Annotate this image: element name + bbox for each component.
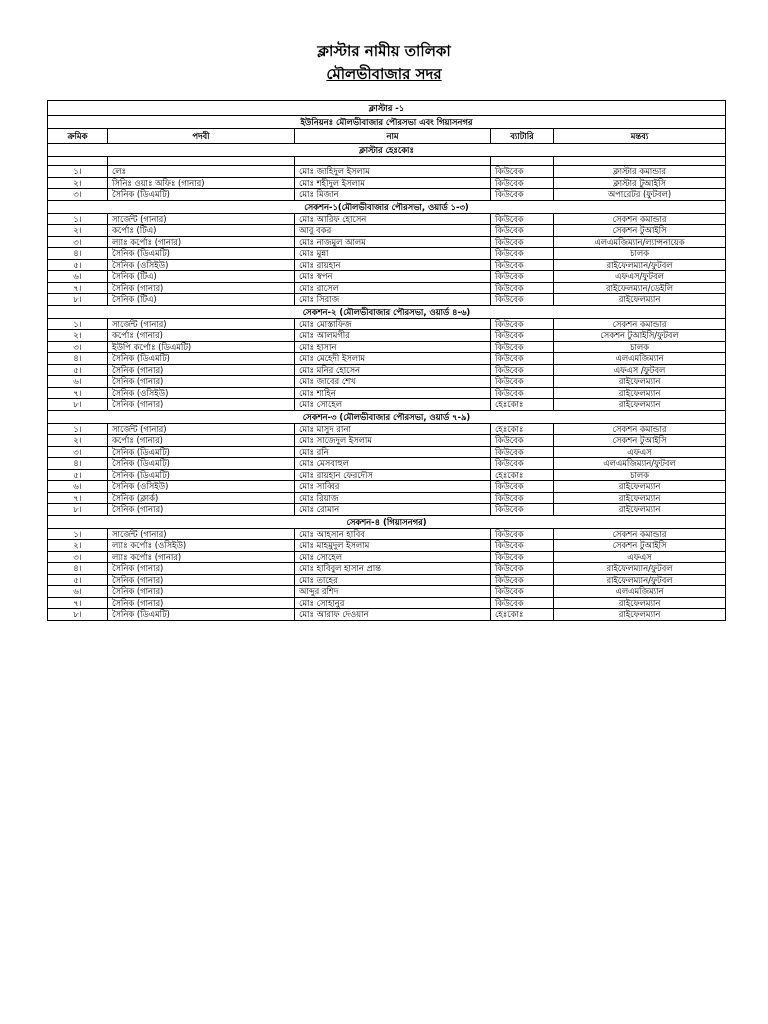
rank-cell: ল্যাঃ কর্পোঃ (গানার) [108, 236, 295, 248]
remarks-cell: রাইফেলম্যান/ফুটবল [554, 574, 726, 586]
serial-cell: ৩। [48, 446, 108, 458]
battery-cell: কিউবেক [491, 492, 554, 504]
table-row [48, 481, 726, 493]
rank-cell: ল্যাঃ কর্পোঃ (ওসিইউ) [108, 540, 295, 552]
serial-cell: ৩। [48, 341, 108, 353]
spacer-row [48, 157, 726, 166]
rank-cell: সৈনিক (ওসিইউ) [108, 481, 295, 493]
battery-cell: হেঃকোঃ [491, 423, 554, 435]
name-cell: মোঃ মনির হোসেন [295, 364, 491, 376]
section-title: সেকশন-৩ (মৌলভীবাজার পৌরসভা, ওয়ার্ড ৭-৯) [48, 410, 726, 423]
battery-cell: কিউবেক [491, 364, 554, 376]
battery-cell: কিউবেক [491, 481, 554, 493]
battery-cell: কিউবেক [491, 259, 554, 271]
section-title-row [48, 410, 726, 423]
name-cell: মোঃ মেসবাহুল [295, 458, 491, 470]
table-row [48, 504, 726, 516]
name-cell: মোঃ আহসান হাবিব [295, 528, 491, 540]
rank-cell: সৈনিক (গানার) [108, 364, 295, 376]
name-cell: মোঃ স্বপন [295, 271, 491, 283]
remarks-cell: চালক [554, 469, 726, 481]
rank-cell: সার্জেন্ট (গানার) [108, 318, 295, 330]
table-row [48, 248, 726, 260]
rank-cell: সার্জেন্ট (গানার) [108, 213, 295, 225]
remarks-cell: রাইফেলম্যান [554, 376, 726, 388]
rank-cell: সৈনিক (ওসিইউ) [108, 387, 295, 399]
battery-cell: কিউবেক [491, 435, 554, 447]
spacer-cell [48, 157, 108, 166]
name-cell: মোঃ সিরাজ [295, 294, 491, 306]
serial-cell: ৮। [48, 609, 108, 621]
serial-cell: ৫। [48, 364, 108, 376]
serial-cell: ৫। [48, 259, 108, 271]
table-row [48, 597, 726, 609]
section-title-row [48, 144, 726, 157]
rank-cell: কর্পোঃ (টিএ) [108, 225, 295, 237]
cluster-title: ক্লাস্টার -১ [48, 101, 726, 116]
rank-cell: ইউপি কর্পোঃ (ডিএমটি) [108, 341, 295, 353]
spacer-cell [554, 157, 726, 166]
name-cell: মোঃ শহীদুল ইসলাম [295, 177, 491, 189]
battery-cell: কিউবেক [491, 551, 554, 563]
remarks-cell: রাইফেলম্যান [554, 609, 726, 621]
battery-cell: কিউবেক [491, 586, 554, 598]
battery-cell: কিউবেক [491, 166, 554, 178]
rank-cell: সৈনিক (গানার) [108, 563, 295, 575]
table-row [48, 364, 726, 376]
name-cell: মোঃ মিজান [295, 189, 491, 201]
name-cell: মোঃ রোমান [295, 504, 491, 516]
name-cell: মোঃ আরাফ দেওয়ান [295, 609, 491, 621]
table-row [48, 353, 726, 365]
table-row [48, 609, 726, 621]
battery-cell: কিউবেক [491, 225, 554, 237]
battery-cell: কিউবেক [491, 528, 554, 540]
table-row [48, 330, 726, 342]
remarks-cell: এফএস/ফুটবল [554, 271, 726, 283]
remarks-cell: সেকশন কমান্ডার [554, 423, 726, 435]
remarks-cell: ক্লাস্টার টুআইসি [554, 177, 726, 189]
serial-cell: ৬। [48, 271, 108, 283]
name-cell: মোঃ সোহেল [295, 399, 491, 411]
name-cell: মোঃ সোহানুর [295, 597, 491, 609]
battery-cell: কিউবেক [491, 376, 554, 388]
name-cell: মোঃ সাব্বির [295, 481, 491, 493]
serial-cell: ২। [48, 540, 108, 552]
remarks-cell: রাইফেলম্যান [554, 399, 726, 411]
serial-cell: ৩। [48, 236, 108, 248]
table-row [48, 574, 726, 586]
remarks-cell: চালক [554, 341, 726, 353]
battery-cell: হেঃকোঃ [491, 609, 554, 621]
section-title: সেকশন-৪ (গিয়াসনগর) [48, 515, 726, 528]
name-cell: মোঃ হাসান [295, 341, 491, 353]
table-row [48, 225, 726, 237]
section-title-row [48, 200, 726, 213]
name-cell: মোঃ সোহেল [295, 551, 491, 563]
name-cell: মোঃ নাজমুল আলম [295, 236, 491, 248]
document-title: ক্লাস্টার নামীয় তালিকা [317, 42, 451, 60]
rank-cell: সৈনিক (গানার) [108, 597, 295, 609]
rank-cell: সৈনিক (গানার) [108, 282, 295, 294]
name-cell: মোঃ জাহিদুল ইসলাম [295, 166, 491, 178]
header-name: নাম [295, 129, 491, 144]
name-cell: মোঃ মাসুদ রানা [295, 423, 491, 435]
union-title: ইউনিয়নঃ মৌলভীবাজার পৌরসভা এবং গিয়াসনগর [48, 116, 726, 129]
serial-cell: ৪। [48, 563, 108, 575]
battery-cell: কিউবেক [491, 574, 554, 586]
rank-cell: সৈনিক (ডিএমটি) [108, 458, 295, 470]
table-row [48, 177, 726, 189]
table-row [48, 387, 726, 399]
battery-cell: হেঃকোঃ [491, 469, 554, 481]
serial-cell: ৭। [48, 597, 108, 609]
table-row [48, 166, 726, 178]
name-cell: মোঃ আলমগীর [295, 330, 491, 342]
spacer-cell [108, 157, 295, 166]
table-row [48, 259, 726, 271]
serial-cell: ৪। [48, 458, 108, 470]
table-row [48, 435, 726, 447]
name-cell: মোঃ রিয়াজ [295, 492, 491, 504]
header-remarks: মন্তব্য [554, 129, 726, 144]
serial-cell: ৪। [48, 353, 108, 365]
name-cell: মোঃ মাহমুদুল ইসলাম [295, 540, 491, 552]
battery-cell: কিউবেক [491, 248, 554, 260]
table-row [48, 189, 726, 201]
rank-cell: সৈনিক (ডিএমটি) [108, 469, 295, 481]
battery-cell: কিউবেক [491, 504, 554, 516]
table-row [48, 446, 726, 458]
spacer-cell [491, 157, 554, 166]
remarks-cell: রাইফেলম্যান [554, 481, 726, 493]
battery-cell: কিউবেক [491, 387, 554, 399]
rank-cell: সৈনিক (গানার) [108, 399, 295, 411]
cluster-title-row [48, 101, 726, 116]
serial-cell: ৮। [48, 294, 108, 306]
serial-cell: ২। [48, 330, 108, 342]
name-cell: মোঃ মোস্তাফিজ [295, 318, 491, 330]
serial-cell: ১। [48, 166, 108, 178]
remarks-cell: রাইফেলম্যান/ডেইলি [554, 282, 726, 294]
rank-cell: সৈনিক (ডিএমটি) [108, 353, 295, 365]
battery-cell: কিউবেক [491, 446, 554, 458]
remarks-cell: এফএস [554, 551, 726, 563]
rank-cell: সৈনিক (গানার) [108, 504, 295, 516]
rank-cell: কর্পোঃ (গানার) [108, 330, 295, 342]
battery-cell: কিউবেক [491, 318, 554, 330]
table-row [48, 341, 726, 353]
serial-cell: ৭। [48, 492, 108, 504]
rank-cell: সৈনিক (ডিএমটি) [108, 189, 295, 201]
serial-cell: ১। [48, 213, 108, 225]
table-row [48, 294, 726, 306]
table-row [48, 423, 726, 435]
remarks-cell: রাইফেলম্যান/ফুটবল [554, 563, 726, 575]
remarks-cell: সেকশন টুআইসি [554, 225, 726, 237]
cluster-roster-table [47, 100, 726, 621]
remarks-cell: এলএমজিম্যান [554, 586, 726, 598]
rank-cell: কর্পোঃ (গানার) [108, 435, 295, 447]
battery-cell: কিউবেক [491, 597, 554, 609]
rank-cell: সৈনিক (ডিএমটি) [108, 446, 295, 458]
table-row [48, 236, 726, 248]
battery-cell: কিউবেক [491, 271, 554, 283]
table-row [48, 492, 726, 504]
remarks-cell: রাইফেলম্যান [554, 504, 726, 516]
remarks-cell: ক্লাস্টার কমান্ডার [554, 166, 726, 178]
remarks-cell: সেকশন কমান্ডার [554, 318, 726, 330]
remarks-cell: এফএস [554, 446, 726, 458]
serial-cell: ৫। [48, 574, 108, 586]
document-subtitle: মৌলভীবাজার সদর [326, 65, 442, 83]
table-row [48, 469, 726, 481]
remarks-cell: এফএস /ফুটবল [554, 364, 726, 376]
remarks-cell: রাইফেলম্যান [554, 294, 726, 306]
name-cell: মোঃ মুন্না [295, 248, 491, 260]
table-row [48, 282, 726, 294]
remarks-cell: সেকশন টুআইসি [554, 435, 726, 447]
serial-cell: ৪। [48, 248, 108, 260]
name-cell: মোঃ শাহিন [295, 387, 491, 399]
name-cell: আবু বকর [295, 225, 491, 237]
name-cell: মোঃ আরিফ হোসেন [295, 213, 491, 225]
table-row [48, 399, 726, 411]
remarks-cell: অপারেটর (ফুটবল) [554, 189, 726, 201]
table-row [48, 586, 726, 598]
remarks-cell: রাইফেলম্যান [554, 492, 726, 504]
serial-cell: ১। [48, 423, 108, 435]
header-serial: ক্রমিক [48, 129, 108, 144]
name-cell: মোঃ রায়হান [295, 259, 491, 271]
battery-cell: কিউবেক [491, 458, 554, 470]
table-row [48, 376, 726, 388]
serial-cell: ৭। [48, 387, 108, 399]
serial-cell: ৮। [48, 399, 108, 411]
remarks-cell: সেকশন কমান্ডার [554, 213, 726, 225]
rank-cell: সৈনিক (গানার) [108, 574, 295, 586]
name-cell: মোঃ জাবের শেখ [295, 376, 491, 388]
battery-cell: কিউবেক [491, 563, 554, 575]
section-title: সেকশন-২ (মৌলভীবাজার পৌরসভা, ওয়ার্ড ৪-৬) [48, 305, 726, 318]
rank-cell: সৈনিক (গানার) [108, 376, 295, 388]
battery-cell: কিউবেক [491, 540, 554, 552]
table-row [48, 271, 726, 283]
battery-cell: কিউবেক [491, 341, 554, 353]
rank-cell: লেঃ [108, 166, 295, 178]
serial-cell: ১। [48, 528, 108, 540]
rank-cell: ল্যাঃ কর্পোঃ (গানার) [108, 551, 295, 563]
union-row [48, 116, 726, 129]
name-cell: মোঃ রাসেল [295, 282, 491, 294]
name-cell: মোঃ হাবিবুল হাসান প্রান্ত [295, 563, 491, 575]
rank-cell: সার্জেন্ট (গানার) [108, 423, 295, 435]
serial-cell: ২। [48, 177, 108, 189]
rank-cell: সৈনিক (গানার) [108, 586, 295, 598]
battery-cell: কিউবেক [491, 282, 554, 294]
name-cell: মোঃ মেহেদী ইসলাম [295, 353, 491, 365]
remarks-cell: সেকশন টুআইসি [554, 540, 726, 552]
table-row [48, 540, 726, 552]
remarks-cell: সেকশন টুআইসি/ফুটবল [554, 330, 726, 342]
remarks-cell: সেকশন কমান্ডার [554, 528, 726, 540]
section-title: ক্লাস্টার হেঃকোঃ [48, 144, 726, 157]
name-cell: মোঃ তাহের [295, 574, 491, 586]
spacer-cell [295, 157, 491, 166]
table-row [48, 213, 726, 225]
serial-cell: ১। [48, 318, 108, 330]
battery-cell: কিউবেক [491, 213, 554, 225]
remarks-cell: এলএমজিম্যান/ল্যান্সনায়েক [554, 236, 726, 248]
table-row [48, 318, 726, 330]
battery-cell: কিউবেক [491, 236, 554, 248]
name-cell: আব্দুর রশিদ [295, 586, 491, 598]
battery-cell: কিউবেক [491, 177, 554, 189]
table-row [48, 528, 726, 540]
rank-cell: সিনিঃ ওয়াঃ অফিঃ (গানার) [108, 177, 295, 189]
serial-cell: ২। [48, 225, 108, 237]
rank-cell: সৈনিক (টিএ) [108, 294, 295, 306]
serial-cell: ৩। [48, 551, 108, 563]
rank-cell: সৈনিক (টিএ) [108, 271, 295, 283]
header-battery: ব্যাটারি [491, 129, 554, 144]
serial-cell: ৬। [48, 586, 108, 598]
remarks-cell: চালক [554, 248, 726, 260]
serial-cell: ৩। [48, 189, 108, 201]
remarks-cell: এলএমজিম্যান [554, 353, 726, 365]
battery-cell: হেঃকোঃ [491, 399, 554, 411]
serial-cell: ৭। [48, 282, 108, 294]
section-title: সেকশন-১(মৌলভীবাজার পৌরসভা, ওয়ার্ড ১-৩) [48, 200, 726, 213]
name-cell: মোঃ সাজেদুল ইসলাম [295, 435, 491, 447]
serial-cell: ৫। [48, 469, 108, 481]
remarks-cell: রাইফেলম্যান [554, 597, 726, 609]
serial-cell: ২। [48, 435, 108, 447]
section-title-row [48, 305, 726, 318]
battery-cell: কিউবেক [491, 189, 554, 201]
battery-cell: কিউবেক [491, 330, 554, 342]
serial-cell: ৮। [48, 504, 108, 516]
section-title-row [48, 515, 726, 528]
battery-cell: কিউবেক [491, 294, 554, 306]
table-row [48, 563, 726, 575]
rank-cell: সৈনিক (ডিএমটি) [108, 609, 295, 621]
rank-cell: সৈনিক (ডিএমটি) [108, 248, 295, 260]
header-row [48, 129, 726, 144]
serial-cell: ৬। [48, 376, 108, 388]
rank-cell: সার্জেন্ট (গানার) [108, 528, 295, 540]
remarks-cell: রাইফেলম্যান [554, 387, 726, 399]
remarks-cell: এলএমজিম্যান/ফুটবল [554, 458, 726, 470]
header-rank: পদবী [108, 129, 295, 144]
remarks-cell: রাইফেলম্যান/ফুটবল [554, 259, 726, 271]
name-cell: মোঃ রনি [295, 446, 491, 458]
rank-cell: সৈনিক (ওসিইউ) [108, 259, 295, 271]
battery-cell: কিউবেক [491, 353, 554, 365]
name-cell: মোঃ রায়হান ফেরদৌস [295, 469, 491, 481]
serial-cell: ৬। [48, 481, 108, 493]
table-row [48, 458, 726, 470]
rank-cell: সৈনিক (ক্লার্ক) [108, 492, 295, 504]
table-row [48, 551, 726, 563]
